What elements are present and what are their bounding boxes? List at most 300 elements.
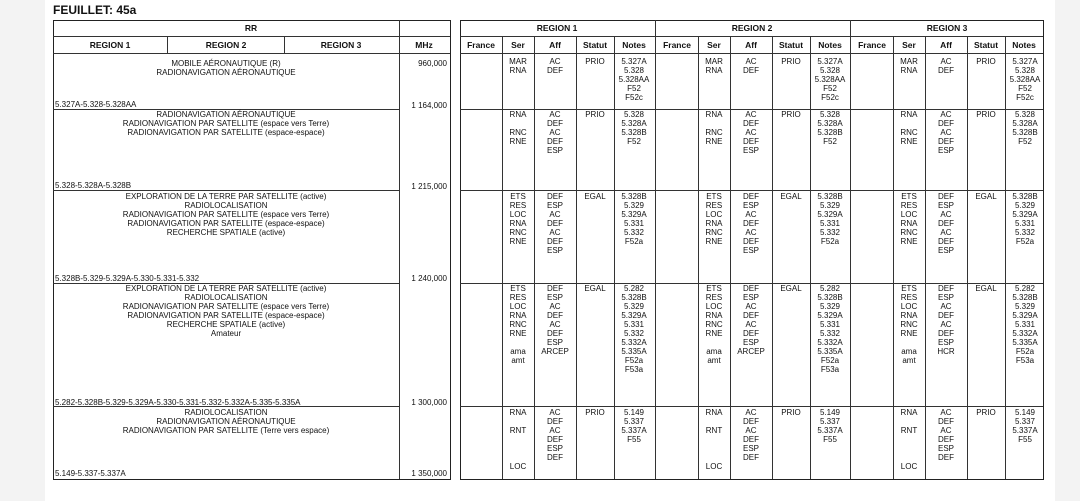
freq-1215: 1 215,000 xyxy=(411,182,447,191)
row5-services xyxy=(123,408,330,435)
service-line: RADIONAVIGATION PAR SATELLITE (espace-espace) xyxy=(127,219,325,228)
notes-cell xyxy=(817,284,842,374)
notes-cell-line: 5.332 xyxy=(819,329,841,338)
aff-cell-line: AC xyxy=(940,426,952,435)
ser-cell xyxy=(705,284,722,365)
ser-cell-line: amt xyxy=(511,356,525,365)
aff-cell-line: DEF xyxy=(938,66,954,75)
col-ser: Ser xyxy=(902,40,916,50)
aff-cell-line: DEF xyxy=(743,329,759,338)
row1-footnotes: 5.327A-5.328-5.328AA xyxy=(55,100,137,109)
aff-cell-line: DEF xyxy=(938,329,954,338)
aff-cell xyxy=(743,57,759,75)
notes-cell-line: 5.331 xyxy=(1014,320,1036,329)
notes-cell-line: 5.335A xyxy=(621,347,647,356)
notes-cell xyxy=(817,408,842,444)
aff-cell-line: DEF xyxy=(546,137,563,146)
ser-cell-line: MAR xyxy=(509,57,527,66)
ser-cell-line xyxy=(510,444,527,453)
service-line: RADIOLOCALISATION xyxy=(184,201,268,210)
aff-cell xyxy=(547,408,563,462)
aff-cell xyxy=(541,284,569,356)
ser-cell-line: LOC xyxy=(509,210,527,219)
aff-cell-line: ESP xyxy=(937,444,955,453)
ser-cell-line xyxy=(706,435,723,444)
ser-cell-line: RNC xyxy=(705,228,723,237)
service-line: EXPLORATION DE LA TERRE PAR SATELLITE (active) xyxy=(125,284,327,293)
notes-cell-line: 5.328B xyxy=(817,192,843,201)
ser-cell-line: RNA xyxy=(705,311,723,320)
statut-cell: EGAL xyxy=(780,192,802,201)
aff-cell-line: AC xyxy=(940,110,952,119)
aff-cell xyxy=(937,284,954,356)
ser-cell-line: RNC xyxy=(900,228,918,237)
ser-cell-line: RNC xyxy=(509,128,527,137)
ser-cell-line: RNE xyxy=(509,237,527,246)
aff-cell-line: DEF xyxy=(742,137,759,146)
col-aff: Aff xyxy=(549,40,561,50)
notes-cell-line: 5.332A xyxy=(817,338,843,347)
notes-cell-line: 5.328B xyxy=(621,293,647,302)
notes-cell-line: 5.331 xyxy=(623,320,645,329)
ser-cell xyxy=(509,192,526,246)
ser-cell-line xyxy=(901,417,918,426)
ser-cell-line: RNC xyxy=(705,128,723,137)
notes-cell-line: 5.328 xyxy=(623,66,645,75)
notes-cell-line: F52 xyxy=(823,137,837,146)
sheet-title: FEUILLET: 45a xyxy=(53,3,137,17)
service-line: RADIONAVIGATION AÉRONAUTIQUE xyxy=(156,110,296,119)
ser-cell-line: RNE xyxy=(900,237,918,246)
notes-cell-line: 5.329 xyxy=(819,201,841,210)
aff-cell-line: DEF xyxy=(547,66,563,75)
aff-cell-line: ESP xyxy=(546,338,563,347)
ser-cell-line: RNA xyxy=(705,408,723,417)
aff-cell-line: DEF xyxy=(937,453,954,462)
ser-cell-line xyxy=(901,453,918,462)
notes-cell-line: 5.329 xyxy=(623,201,645,210)
ser-cell xyxy=(705,110,722,146)
aff-cell-line: AC xyxy=(940,128,952,137)
ser-cell-line: RNA xyxy=(900,311,918,320)
ser-cell-line xyxy=(509,119,526,128)
row1-services xyxy=(156,59,295,77)
ser-cell-line: RES xyxy=(900,293,918,302)
aff-cell-line: DEF xyxy=(742,192,759,201)
ser-cell-line xyxy=(510,435,527,444)
col-notes: Notes xyxy=(622,40,646,50)
notes-cell xyxy=(817,192,842,246)
aff-cell-line: AC xyxy=(940,302,952,311)
notes-cell-line: 5.329 xyxy=(1014,302,1036,311)
aff-cell-line: DEF xyxy=(937,435,954,444)
aff-cell-line: DEF xyxy=(547,284,563,293)
ser-cell-line: RNC xyxy=(900,128,918,137)
freq-1164: 1 164,000 xyxy=(411,101,447,110)
notes-cell-line: 5.328A xyxy=(1012,119,1038,128)
col-statut: Statut xyxy=(778,40,804,50)
ser-cell xyxy=(509,284,526,365)
notes-cell-line: F55 xyxy=(823,435,837,444)
ser-cell-line xyxy=(706,444,723,453)
aff-cell-line: AC xyxy=(745,228,757,237)
rr-col-mhz: MHz xyxy=(415,40,433,50)
service-line: RADIOLOCALISATION xyxy=(184,293,268,302)
aff-cell-line: DEF xyxy=(938,284,954,293)
notes-cell-line: 5.149 xyxy=(1014,408,1036,417)
aff-cell-line: ESP xyxy=(742,246,760,255)
notes-cell-line: 5.332A xyxy=(621,338,647,347)
ser-cell-line: ama xyxy=(510,347,526,356)
notes-cell-line: 5.329 xyxy=(819,302,841,311)
statut-cell: EGAL xyxy=(975,284,997,293)
notes-cell-line: 5.329A xyxy=(621,311,647,320)
ser-cell-line: RNT xyxy=(509,426,527,435)
aff-cell-line: AC xyxy=(549,302,561,311)
ser-cell-line xyxy=(510,417,527,426)
aff-cell-line: DEF xyxy=(742,417,759,426)
ser-cell-line: RNE xyxy=(900,137,918,146)
ser-cell-line: RNE xyxy=(705,237,723,246)
ser-cell-line: LOC xyxy=(705,462,723,471)
aff-cell-line: DEF xyxy=(546,435,563,444)
ser-cell-line xyxy=(901,444,918,453)
ser-cell xyxy=(900,284,917,365)
service-line: RADIONAVIGATION PAR SATELLITE (espace-espace) xyxy=(127,311,325,320)
notes-cell xyxy=(1012,408,1037,444)
notes-cell-line: 5.328B xyxy=(817,293,843,302)
aff-cell-line: AC xyxy=(745,302,757,311)
ser-cell-line: RNA xyxy=(705,66,723,75)
notes-cell-line: F52 xyxy=(627,84,641,93)
notes-cell-line: 5.329A xyxy=(817,210,843,219)
aff-cell xyxy=(938,110,954,155)
ser-cell-line: LOC xyxy=(509,462,527,471)
notes-cell-line: 5.328AA xyxy=(814,75,846,84)
ser-cell xyxy=(510,408,527,471)
notes-cell-line: 5.328 xyxy=(623,110,645,119)
notes-cell-line: F52 xyxy=(1018,137,1032,146)
ser-cell-line: RNE xyxy=(705,137,723,146)
aff-cell-line: DEF xyxy=(937,417,954,426)
ser-cell xyxy=(509,57,527,75)
service-line: RECHERCHE SPATIALE (active) xyxy=(166,320,286,329)
service-line: RADIONAVIGATION PAR SATELLITE (espace vers Terre) xyxy=(122,210,330,219)
ser-cell-line: ama xyxy=(706,347,722,356)
region-1-header: REGION 1 xyxy=(536,23,578,33)
ser-cell xyxy=(509,110,526,146)
notes-cell xyxy=(817,110,842,146)
aff-cell-line: AC xyxy=(549,320,561,329)
aff-cell-line: DEF xyxy=(546,119,563,128)
ser-cell-line: RNT xyxy=(900,426,918,435)
aff-cell-line: AC xyxy=(940,210,952,219)
ser-cell-line: RNA xyxy=(900,110,918,119)
ser-cell-line xyxy=(706,453,723,462)
service-line: RADIONAVIGATION PAR SATELLITE (Terre vers espace) xyxy=(122,426,330,435)
aff-cell-line: DEF xyxy=(546,219,563,228)
aff-cell-line: AC xyxy=(549,210,561,219)
aff-cell-line: AC xyxy=(745,210,757,219)
col-aff: Aff xyxy=(940,40,952,50)
ser-cell-line: RNA xyxy=(900,408,918,417)
notes-cell xyxy=(621,110,646,146)
notes-cell-line: 5.327A xyxy=(1012,57,1038,66)
statut-cell: PRIO xyxy=(585,408,605,417)
aff-cell-line: DEF xyxy=(743,66,759,75)
aff-cell-line: DEF xyxy=(742,237,759,246)
notes-cell-line: 5.332 xyxy=(623,329,645,338)
aff-cell-line: AC xyxy=(745,128,757,137)
col-notes: Notes xyxy=(818,40,842,50)
aff-cell-line: DEF xyxy=(743,284,759,293)
notes-cell xyxy=(619,57,650,102)
aff-cell-line: AC xyxy=(745,426,757,435)
statut-cell: EGAL xyxy=(584,284,606,293)
aff-cell xyxy=(938,408,954,462)
ser-cell-line xyxy=(705,119,722,128)
notes-cell xyxy=(1010,57,1041,102)
ser-cell-line: RES xyxy=(705,201,723,210)
aff-cell-line: AC xyxy=(940,57,952,66)
ser-cell-line xyxy=(510,453,527,462)
row3-services xyxy=(123,192,329,237)
ser-cell-line: ama xyxy=(901,347,917,356)
notes-cell-line: 5.328B xyxy=(1012,293,1038,302)
ser-cell-line: RNE xyxy=(509,329,527,338)
aff-cell-line: ESP xyxy=(937,293,954,302)
notes-cell-line: F53a xyxy=(624,365,644,374)
aff-cell-line: AC xyxy=(549,128,561,137)
notes-cell-line: 5.328 xyxy=(1014,66,1036,75)
aff-cell-line: DEF xyxy=(546,192,563,201)
notes-cell-line: 5.328B xyxy=(1012,192,1038,201)
aff-cell-line: DEF xyxy=(937,237,954,246)
aff-cell xyxy=(547,57,563,75)
notes-cell-line: F52 xyxy=(627,137,641,146)
ser-cell xyxy=(900,110,917,146)
notes-cell-line: 5.332 xyxy=(1014,228,1036,237)
notes-cell-line: 5.331 xyxy=(819,219,841,228)
aff-cell-line: ESP xyxy=(546,246,564,255)
col-france: France xyxy=(663,40,691,50)
notes-cell xyxy=(1012,284,1037,365)
notes-cell-line: 5.328A xyxy=(817,119,843,128)
ser-cell-line: LOC xyxy=(705,302,723,311)
notes-cell-line: 5.328B xyxy=(621,128,647,137)
notes-cell-line: F52a xyxy=(820,237,840,246)
ser-cell-line: RNC xyxy=(509,320,527,329)
notes-cell-line: 5.329A xyxy=(1012,210,1038,219)
rr-col-region-1: REGION 1 xyxy=(89,40,131,50)
row2-footnotes: 5.328-5.328A-5.328B xyxy=(55,181,132,190)
notes-cell-line: 5.337 xyxy=(1014,417,1036,426)
statut-cell: PRIO xyxy=(976,57,996,66)
statut-cell: EGAL xyxy=(780,284,802,293)
ser-cell xyxy=(705,192,722,246)
service-line: RADIONAVIGATION PAR SATELLITE (espace-espace) xyxy=(127,128,325,137)
aff-cell-line: AC xyxy=(745,320,757,329)
notes-cell-line: F55 xyxy=(1018,435,1032,444)
statut-cell: PRIO xyxy=(781,110,801,119)
notes-cell-line: 5.328B xyxy=(621,192,647,201)
notes-cell-line: 5.328 xyxy=(819,110,841,119)
service-line: RADIOLOCALISATION xyxy=(184,408,268,417)
freq-1240: 1 240,000 xyxy=(411,274,447,283)
ser-cell-line: RES xyxy=(509,201,527,210)
notes-cell xyxy=(815,57,846,102)
notes-cell-line: 5.282 xyxy=(1014,284,1036,293)
notes-cell-line: 5.337A xyxy=(1012,426,1038,435)
notes-cell-line: 5.337 xyxy=(623,417,645,426)
region-2-header: REGION 2 xyxy=(731,23,773,33)
notes-cell-line: 5.337 xyxy=(819,417,841,426)
rr-col-region-2: REGION 2 xyxy=(205,40,247,50)
notes-cell-line: F52 xyxy=(1018,84,1032,93)
aff-cell-line: AC xyxy=(549,408,561,417)
notes-cell-line: F52a xyxy=(624,356,644,365)
aff-cell-line: AC xyxy=(549,110,561,119)
notes-cell-line: 5.335A xyxy=(1012,338,1038,347)
service-line: RADIONAVIGATION AÉRONAUTIQUE xyxy=(156,68,296,77)
freq-1350: 1 350,000 xyxy=(411,469,447,478)
notes-cell-line: 5.282 xyxy=(819,284,841,293)
notes-cell-line: 5.328AA xyxy=(1009,75,1041,84)
service-line: Amateur xyxy=(210,329,242,338)
aff-cell-line: AC xyxy=(745,110,757,119)
aff-cell-line: ESP xyxy=(937,246,955,255)
ser-cell-line: RNA xyxy=(900,66,918,75)
aff-cell-line: ESP xyxy=(937,338,954,347)
notes-cell-line: 5.331 xyxy=(819,320,841,329)
notes-cell-line: 5.332 xyxy=(819,228,841,237)
statut-cell: EGAL xyxy=(584,192,606,201)
aff-cell-line: ARCEP xyxy=(541,347,569,356)
aff-cell xyxy=(743,408,759,462)
aff-cell-line: ESP xyxy=(742,338,759,347)
ser-cell-line xyxy=(900,119,917,128)
aff-cell-line: AC xyxy=(745,408,757,417)
aff-cell-line: DEF xyxy=(938,311,954,320)
ser-cell-line xyxy=(509,338,526,347)
service-line: RADIONAVIGATION PAR SATELLITE (espace vers Terre) xyxy=(122,119,330,128)
aff-cell-line: DEF xyxy=(546,453,563,462)
aff-cell-line: ESP xyxy=(546,146,564,155)
ser-cell-line: LOC xyxy=(900,302,918,311)
notes-cell-line: 5.329A xyxy=(817,311,843,320)
notes-cell-line: 5.331 xyxy=(1014,219,1036,228)
aff-cell-line: ESP xyxy=(546,293,563,302)
aff-cell xyxy=(743,110,759,155)
notes-cell-line: 5.328 xyxy=(819,66,841,75)
ser-cell-line xyxy=(901,435,918,444)
notes-cell-line: F52a xyxy=(820,356,840,365)
aff-cell-line: DEF xyxy=(547,329,563,338)
ser-cell-line: amt xyxy=(902,356,916,365)
notes-cell-line: F53a xyxy=(1015,356,1035,365)
aff-cell-line: DEF xyxy=(743,311,759,320)
aff-cell-line: ESP xyxy=(742,201,760,210)
row4-footnotes: 5.282-5.328B-5.329-5.329A-5.330-5.331-5.332-5.332A-5.335-5.335A xyxy=(55,398,301,407)
notes-cell-line: F52 xyxy=(823,84,837,93)
service-line: MOBILE AÉRONAUTIQUE (R) xyxy=(171,59,281,68)
row2-services xyxy=(123,110,329,137)
aff-cell-line: ESP xyxy=(742,444,760,453)
aff-cell-line: AC xyxy=(940,320,952,329)
notes-cell-line: 5.331 xyxy=(623,219,645,228)
notes-cell-line: 5.328 xyxy=(1014,110,1036,119)
notes-cell-line: F55 xyxy=(627,435,641,444)
ser-cell-line: RES xyxy=(705,293,723,302)
notes-cell-line: 5.149 xyxy=(819,408,841,417)
ser-cell xyxy=(900,192,917,246)
service-line: RADIONAVIGATION AÉRONAUTIQUE xyxy=(156,417,296,426)
rr-header: RR xyxy=(244,23,258,33)
ser-cell-line: RES xyxy=(509,293,527,302)
service-line: EXPLORATION DE LA TERRE PAR SATELLITE (active) xyxy=(125,192,327,201)
notes-cell-line: 5.327A xyxy=(817,57,843,66)
aff-cell-line: AC xyxy=(549,426,561,435)
ser-cell-line: ETS xyxy=(510,284,526,293)
notes-cell-line: 5.282 xyxy=(623,284,645,293)
aff-cell-line: AC xyxy=(940,408,952,417)
service-line: RADIONAVIGATION PAR SATELLITE (espace vers Terre) xyxy=(122,302,330,311)
notes-cell xyxy=(1012,110,1037,146)
ser-cell-line: RNC xyxy=(900,320,918,329)
notes-cell-line: 5.329 xyxy=(623,302,645,311)
notes-cell-line: 5.328AA xyxy=(618,75,650,84)
aff-cell xyxy=(743,192,759,255)
col-statut: Statut xyxy=(582,40,608,50)
statut-cell: PRIO xyxy=(976,408,996,417)
ser-cell-line: RNE xyxy=(900,329,918,338)
ser-cell-line: RNC xyxy=(509,228,527,237)
ser-cell-line: RNA xyxy=(509,311,527,320)
statut-cell: PRIO xyxy=(585,57,605,66)
aff-cell-line: AC xyxy=(549,57,561,66)
rr-col-region-3: REGION 3 xyxy=(320,40,362,50)
aff-cell-line: DEF xyxy=(937,137,954,146)
notes-cell xyxy=(621,192,646,246)
ser-cell-line: RNA xyxy=(509,408,527,417)
col-ser: Ser xyxy=(707,40,721,50)
col-statut: Statut xyxy=(973,40,999,50)
col-aff: Aff xyxy=(745,40,757,50)
ser-cell xyxy=(706,408,723,471)
ser-cell-line: ETS xyxy=(901,192,917,201)
aff-cell-line: ARCEP xyxy=(737,347,765,356)
aff-cell-line: AC xyxy=(745,57,757,66)
ser-cell-line: ETS xyxy=(706,192,722,201)
notes-cell-line: F52c xyxy=(821,93,839,102)
aff-cell xyxy=(547,110,563,155)
ser-cell-line: MAR xyxy=(705,57,723,66)
ser-cell-line: RNA xyxy=(900,219,918,228)
ser-cell-line: RNE xyxy=(705,329,723,338)
ser-cell-line: LOC xyxy=(509,302,527,311)
notes-cell-line: 5.332A xyxy=(1012,329,1038,338)
notes-cell xyxy=(621,284,646,374)
notes-cell-line: 5.337A xyxy=(621,426,647,435)
aff-cell-line: ESP xyxy=(742,293,759,302)
aff-cell-line: DEF xyxy=(546,417,563,426)
aff-cell-line: HCR xyxy=(937,347,955,356)
row5-footnotes: 5.149-5.337-5.337A xyxy=(55,469,126,478)
notes-cell-line: F52c xyxy=(625,93,643,102)
ser-cell-line: MAR xyxy=(900,57,918,66)
notes-cell-line: 5.328B xyxy=(1012,128,1038,137)
aff-cell xyxy=(547,192,563,255)
